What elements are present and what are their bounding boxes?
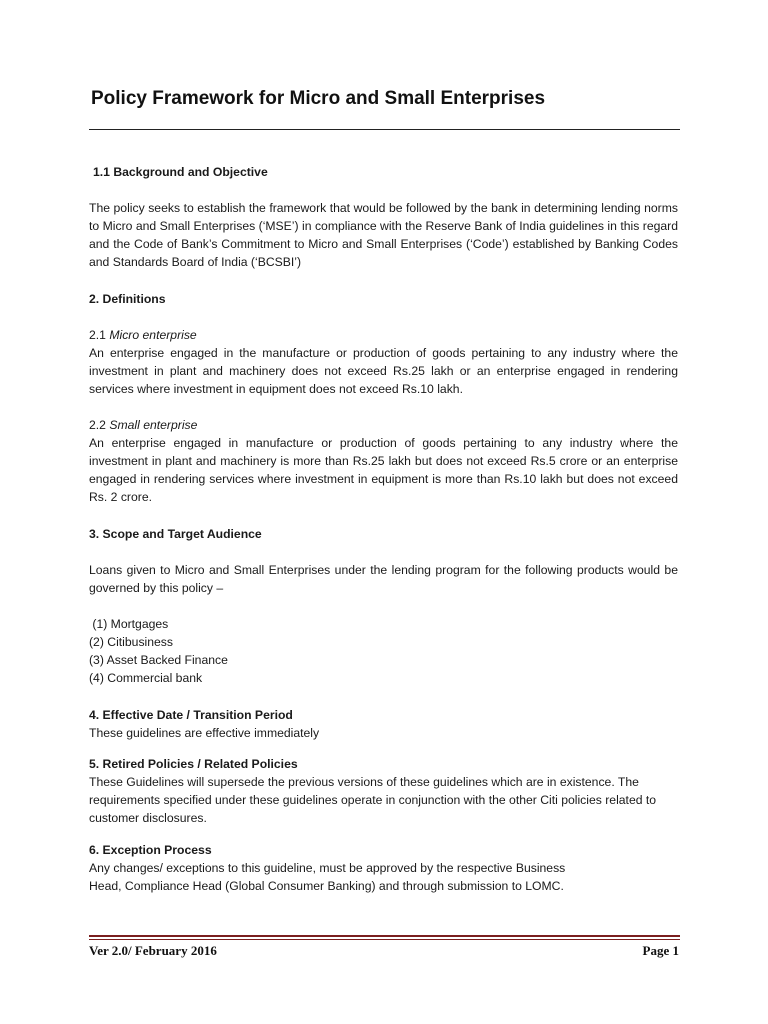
subsection-2-1-number: 2.1 — [89, 328, 110, 342]
footer-divider-thin — [89, 939, 680, 940]
section-5-body: These Guidelines will supersede the previous versions of these guidelines which are in existence. The requirements specified under these guidelines operate in conjunction with the other Citi policies related to customer disclosures. — [89, 775, 657, 825]
subsection-2-2-body: An enterprise engaged in manufacture or production of goods pertaining to any industry where the investment in plant and machinery is more than Rs.25 lakh but does not exceed Rs.5 crore or an enterprise engaged in rendering services where investment in equipment is more than Rs.10 lakh but does not exceed Rs. 2 crore. — [89, 436, 678, 504]
footer-divider — [89, 935, 680, 937]
section-2-heading: 2. Definitions — [89, 292, 166, 306]
list-item: (2) Citibusiness — [89, 635, 173, 649]
subsection-2-2-title: Small enterprise — [109, 418, 198, 432]
subsection-2-2-number: 2.2 — [89, 418, 110, 432]
product-list — [89, 615, 678, 687]
footer-page-number: Page 1 — [642, 943, 679, 958]
subsection-2-1-title: Micro enterprise — [109, 328, 197, 342]
list-item: (4) Commercial bank — [89, 671, 203, 685]
section-6-body: Any changes/ exceptions to this guideline, must be approved by the respective Business Head, Compliance Head (Global Consumer Banking) and through submission to LOMC. — [89, 861, 566, 893]
section-3-body: Loans given to Micro and Small Enterprises under the lending program for the following products would be governed by this policy – — [89, 563, 678, 595]
subsection-2-1-body: An enterprise engaged in the manufacture or production of goods pertaining to any industry where the investment in plant and machinery does not exceed Rs.25 lakh or an enterprise engaged in rendering services where investment in equipment does not exceed Rs.10 lakh. — [89, 346, 678, 396]
section-3-heading: 3. Scope and Target Audience — [89, 527, 262, 541]
section-4-body: These guidelines are effective immediately — [89, 726, 320, 740]
list-item: (1) Mortgages — [89, 617, 169, 631]
subsection-2-2-heading — [89, 416, 678, 434]
list-item: (3) Asset Backed Finance — [89, 653, 228, 667]
title-divider — [89, 129, 680, 130]
section-5-heading: 5. Retired Policies / Related Policies — [89, 757, 298, 771]
subsection-2-1-heading — [89, 326, 678, 344]
section-1-heading: 1.1 Background and Objective — [93, 165, 268, 179]
section-4-heading: 4. Effective Date / Transition Period — [89, 708, 293, 722]
page-title: Policy Framework for Micro and Small Enterprises — [91, 88, 546, 109]
footer-version: Ver 2.0/ February 2016 — [89, 943, 217, 958]
section-1-body: The policy seeks to establish the framework that would be followed by the bank in determining lending norms to Micro and Small Enterprises (‘MSE’) in compliance with the Reserve Bank of India guidelines in this regard and the Code of Bank’s Commitment to Micro and Small Enterprises (‘Code’) established by Banking Codes and Standards Board of India (‘BCSBI’) — [89, 201, 678, 269]
section-6-heading: 6. Exception Process — [89, 843, 212, 857]
